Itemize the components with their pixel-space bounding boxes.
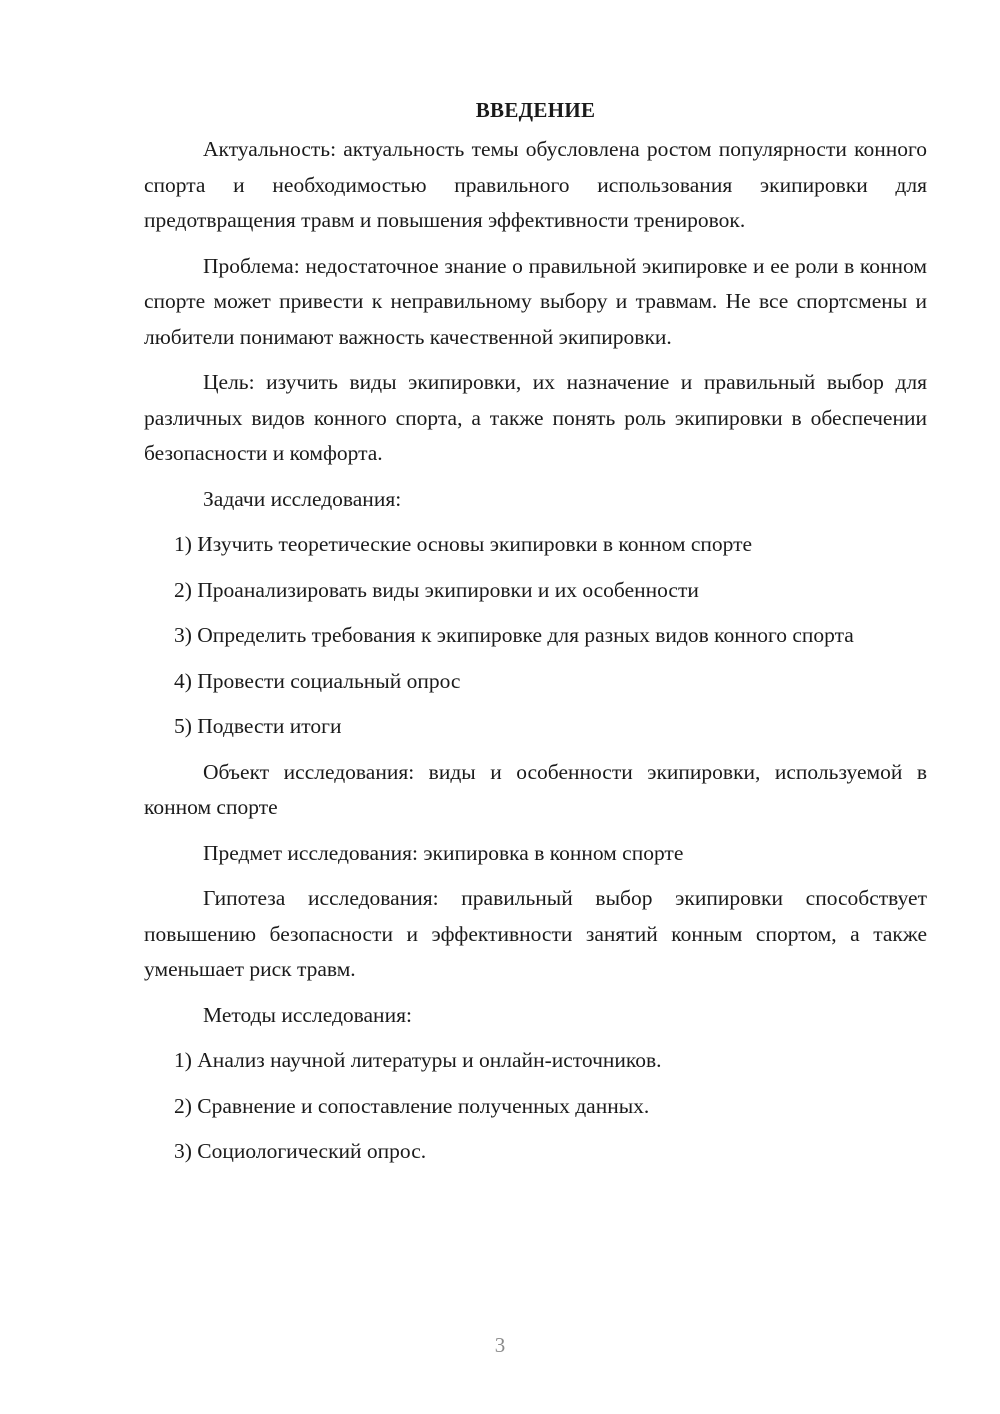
page-number: 3	[494, 1333, 506, 1357]
relevance-paragraph: Актуальность: актуальность темы обусловлена ростом популярности конного спорта и необходимостью правильного использования экипировки для предотвращения травм и повышения эффективности тренировок.	[144, 137, 927, 232]
task-item: 1) Изучить теоретические основы экипировки в конном спорте	[174, 532, 753, 556]
task-item: 3) Определить требования к экипировке для разных видов конного спорта	[174, 623, 854, 647]
subject-paragraph: Предмет исследования: экипировка в конном спорте	[203, 840, 684, 865]
page-title: ВВЕДЕНИЕ	[475, 98, 596, 122]
goal-paragraph: Цель: изучить виды экипировки, их назначение и правильный выбор для различных видов конного спорта, а также понять роль экипировки в обеспечении безопасности и комфорта.	[144, 370, 927, 465]
document-page	[144, 92, 927, 1180]
object-paragraph: Объект исследования: виды и особенности экипировки, используемой в конном спорте	[144, 759, 927, 819]
task-item: 5) Подвести итоги	[174, 714, 342, 738]
hypothesis-paragraph: Гипотеза исследования: правильный выбор экипировки способствует повышению безопасности и эффективности занятий конным спортом, а также уменьшает риск травм.	[144, 886, 927, 981]
problem-paragraph: Проблема: недостаточное знание о правильной экипировке и ее роли в конном спорте может привести к неправильному выбору и травмам. Не все спортсмены и любители понимают важность качественной экипировки.	[144, 253, 927, 349]
method-item: 2) Сравнение и сопоставление полученных данных.	[174, 1093, 650, 1118]
method-item: 3) Социологический опрос.	[174, 1139, 427, 1163]
method-item: 1) Анализ научной литературы и онлайн-источников.	[174, 1048, 662, 1072]
task-item: 4) Провести социальный опрос	[174, 668, 461, 693]
task-item: 2) Проанализировать виды экипировки и их особенности	[174, 577, 699, 602]
methods-heading: Методы исследования:	[203, 1002, 412, 1027]
tasks-heading: Задачи исследования:	[203, 486, 402, 511]
